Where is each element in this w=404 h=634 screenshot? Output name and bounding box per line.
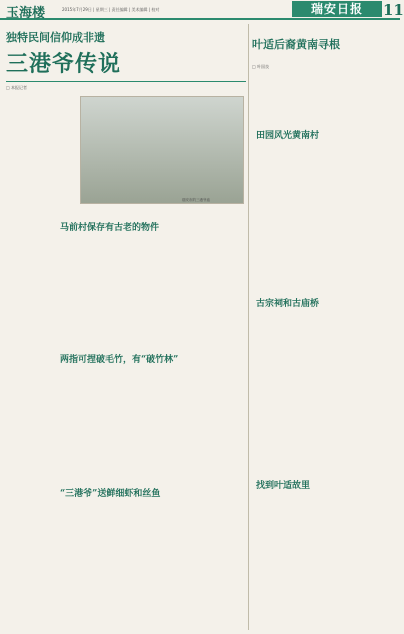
left-article bbox=[6, 24, 246, 91]
article-kicker: 独特民间信仰成非遗 bbox=[6, 31, 105, 44]
article-text-block bbox=[6, 98, 76, 204]
right-text-block bbox=[252, 140, 394, 292]
subhead-2: 两指可捏破毛竹，有“破竹林” bbox=[60, 355, 179, 365]
article-text-block bbox=[6, 366, 246, 484]
right-subhead-3: 找到叶适故里 bbox=[256, 481, 311, 491]
masthead bbox=[0, 0, 404, 21]
right-headline: 叶适后裔黄南寻根 bbox=[252, 38, 340, 51]
paper-logo: 瑞安日报 bbox=[292, 1, 382, 17]
article-text-block bbox=[6, 500, 246, 630]
right-byline: □ 叶国良 bbox=[252, 64, 270, 69]
right-subhead-2: 古宗祠和古庙桥 bbox=[256, 299, 320, 309]
page-number: 11 bbox=[383, 1, 404, 19]
right-text-block bbox=[252, 74, 394, 124]
article-headline: 三港爷传说 bbox=[6, 51, 122, 77]
column-divider bbox=[248, 24, 249, 630]
right-subhead-1: 田园风光黄南村 bbox=[256, 131, 320, 141]
article-byline: □ 本报记者 bbox=[6, 85, 28, 90]
subhead-1: 马前村保存有古老的物件 bbox=[60, 223, 160, 233]
article-text-block bbox=[6, 234, 246, 348]
section-title: 玉海楼 bbox=[6, 6, 46, 21]
issue-info: 2015年7月29日 | 星期三 | 责任编辑 | 美术编辑 | 校对 bbox=[62, 7, 160, 12]
headline-rule bbox=[6, 81, 246, 82]
right-text-block bbox=[252, 492, 394, 630]
photo-caption: 瑞安市的三港爷庙 bbox=[182, 198, 210, 202]
right-text-block bbox=[252, 308, 394, 476]
subhead-3: “三港爷”送鲜细虾和丝鱼 bbox=[60, 489, 161, 499]
temple-photo bbox=[80, 96, 244, 204]
